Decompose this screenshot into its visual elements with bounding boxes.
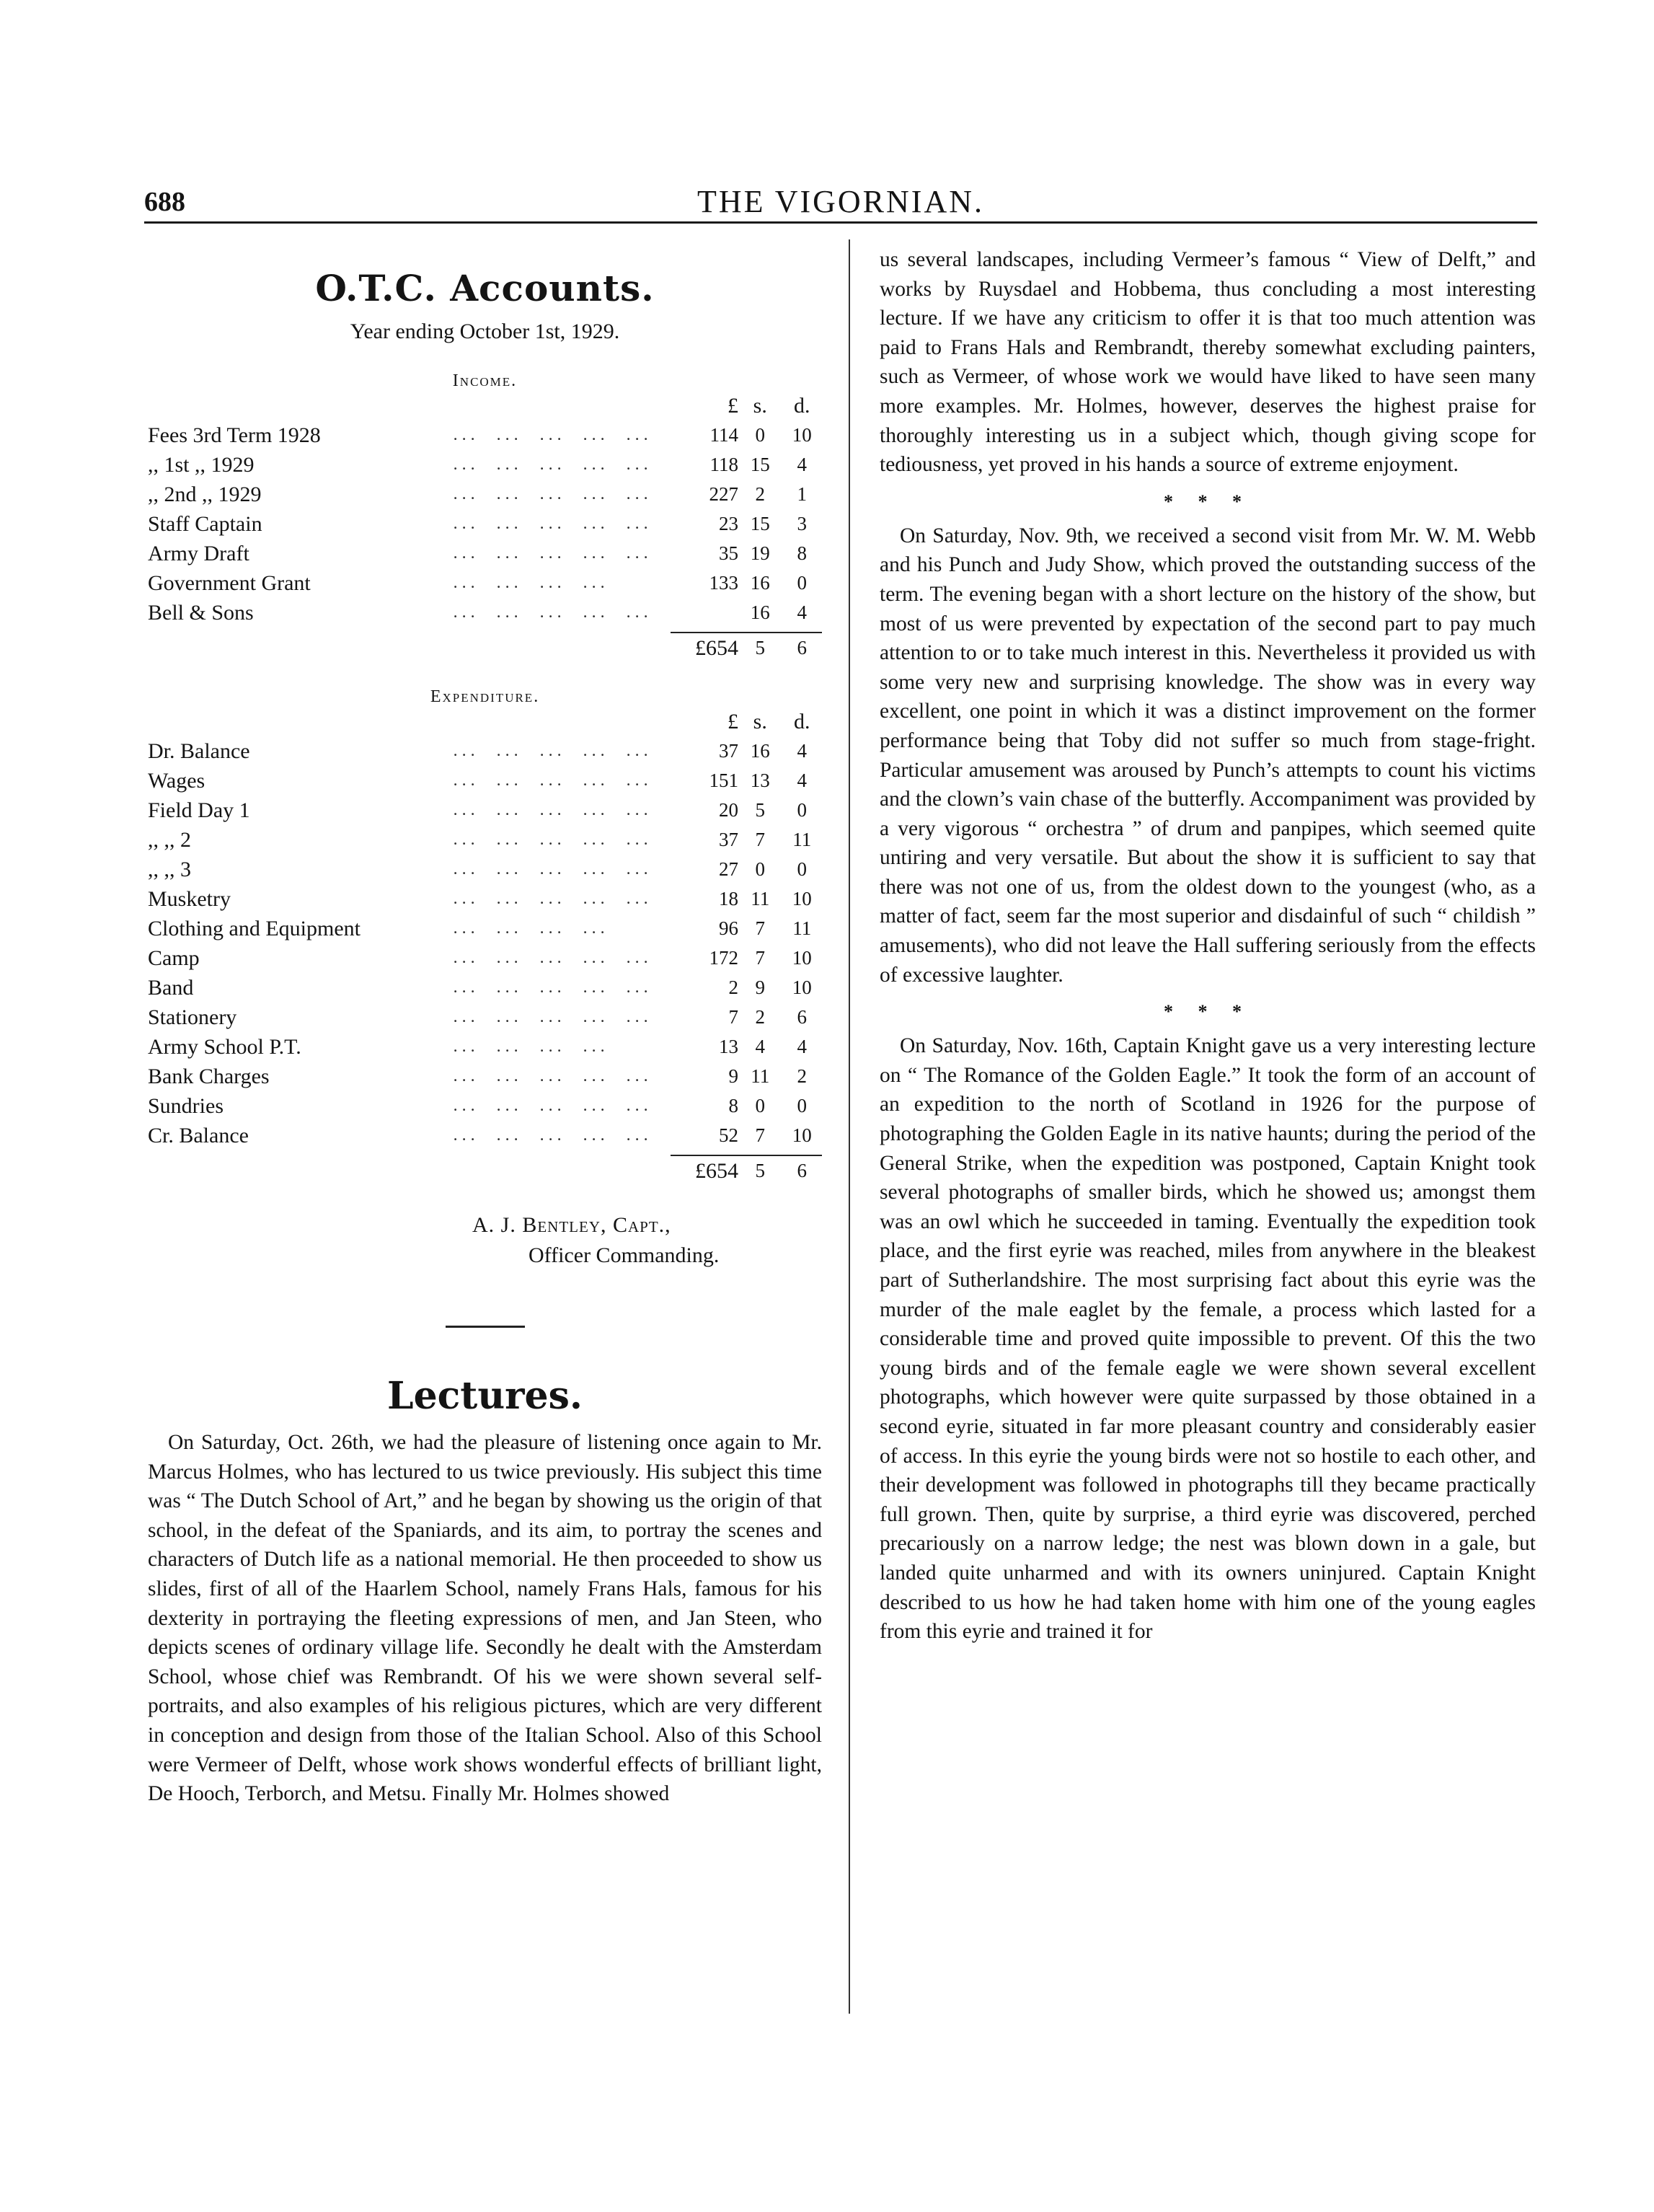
leader-dots: ... ... ... ... ... bbox=[453, 426, 653, 444]
row-pounds: 23 bbox=[718, 513, 738, 534]
table-row bbox=[148, 943, 822, 973]
row-pence: 4 bbox=[797, 770, 807, 791]
row-shillings: 9 bbox=[755, 977, 765, 998]
leader-dots: ... ... ... ... ... bbox=[453, 978, 653, 997]
row-pounds: 7 bbox=[728, 1006, 738, 1028]
signature-block bbox=[472, 1210, 822, 1271]
row-pence: 4 bbox=[797, 1036, 807, 1057]
row-shillings: 16 bbox=[750, 740, 770, 762]
leader-dots: ... ... ... ... ... bbox=[453, 860, 653, 878]
row-item: ,, 2nd ,, 1929 bbox=[148, 482, 262, 506]
leader-dots: ... ... ... ... ... bbox=[453, 603, 653, 622]
page-number: 688 bbox=[144, 187, 185, 217]
leader-dots: ... ... ... ... ... bbox=[453, 741, 653, 760]
signature-role: Officer Commanding. bbox=[529, 1243, 720, 1267]
leader-dots: ... ... ... ... bbox=[453, 919, 609, 938]
row-pounds: 37 bbox=[718, 740, 738, 762]
row-pence: 10 bbox=[792, 888, 812, 909]
expenditure-heading: Expenditure. bbox=[430, 687, 540, 706]
income-currency-header bbox=[148, 391, 822, 420]
leader-dots: ... ... ... ... bbox=[453, 1037, 609, 1056]
right-column bbox=[880, 245, 1536, 1647]
row-shillings: 5 bbox=[755, 799, 765, 821]
row-pounds: 151 bbox=[709, 770, 738, 791]
row-pounds: 133 bbox=[709, 572, 738, 594]
row-item: ,, ,, 3 bbox=[148, 857, 191, 881]
row-pence: 0 bbox=[797, 799, 807, 821]
leader-dots: ... ... ... ... ... bbox=[453, 948, 653, 967]
income-table bbox=[148, 391, 822, 627]
pounds-header: £ bbox=[727, 393, 738, 418]
table-row bbox=[148, 914, 822, 943]
leader-dots: ... ... ... ... ... bbox=[453, 801, 653, 819]
accounts-heading: O.T.C. Accounts. bbox=[315, 267, 655, 309]
row-item: Wages bbox=[148, 768, 205, 793]
row-pence: 1 bbox=[797, 483, 807, 505]
leader-dots: ... ... ... ... ... bbox=[453, 485, 653, 503]
table-row bbox=[148, 450, 822, 480]
leader-dots: ... ... ... ... ... bbox=[453, 771, 653, 790]
table-row bbox=[148, 825, 822, 855]
row-item: Stationery bbox=[148, 1005, 237, 1029]
row-pounds: 37 bbox=[718, 829, 738, 850]
row-shillings: 11 bbox=[751, 888, 770, 909]
row-pence: 10 bbox=[792, 424, 812, 446]
row-item: ,, 1st ,, 1929 bbox=[148, 452, 255, 477]
total-pence: 6 bbox=[797, 1160, 807, 1181]
pence-header: d. bbox=[794, 393, 810, 418]
row-pence: 0 bbox=[797, 572, 807, 594]
table-row bbox=[148, 884, 822, 914]
leader-dots: ... ... ... ... bbox=[453, 573, 609, 592]
row-pence: 11 bbox=[792, 917, 812, 939]
table-row bbox=[148, 1091, 822, 1121]
row-shillings: 0 bbox=[755, 858, 765, 880]
table-row bbox=[148, 598, 822, 627]
table-row bbox=[148, 539, 822, 568]
header-rule bbox=[144, 221, 1537, 224]
leader-dots: ... ... ... ... ... bbox=[453, 455, 653, 474]
row-pence: 4 bbox=[797, 602, 807, 623]
row-pounds: 96 bbox=[718, 917, 738, 939]
expenditure-table bbox=[148, 707, 822, 1150]
row-pounds: 18 bbox=[718, 888, 738, 909]
row-pence: 2 bbox=[797, 1065, 807, 1087]
row-pounds: 20 bbox=[718, 799, 738, 821]
table-row bbox=[148, 973, 822, 1003]
section-divider bbox=[446, 1326, 525, 1328]
row-item: Staff Captain bbox=[148, 511, 262, 536]
table-row bbox=[148, 1003, 822, 1032]
accounts-subtitle: Year ending October 1st, 1929. bbox=[350, 320, 620, 343]
row-pence: 4 bbox=[797, 740, 807, 762]
row-item: Clothing and Equipment bbox=[148, 916, 361, 940]
running-header bbox=[144, 186, 1537, 222]
leader-dots: ... ... ... ... ... bbox=[453, 1067, 653, 1085]
signature-name: A. J. Bentley, Capt., bbox=[472, 1213, 671, 1237]
row-pounds: 9 bbox=[728, 1065, 738, 1087]
table-row bbox=[148, 509, 822, 539]
row-pence: 11 bbox=[792, 829, 812, 850]
income-heading: Income. bbox=[452, 371, 518, 390]
table-row bbox=[148, 1062, 822, 1091]
row-shillings: 13 bbox=[750, 770, 770, 791]
row-item: Government Grant bbox=[148, 570, 311, 595]
leader-dots: ... ... ... ... ... bbox=[453, 514, 653, 533]
leader-dots: ... ... ... ... ... bbox=[453, 1126, 653, 1145]
row-pounds: 8 bbox=[728, 1095, 738, 1116]
row-pence: 8 bbox=[797, 542, 807, 564]
row-shillings: 11 bbox=[751, 1065, 770, 1087]
lecture-paragraph-3: On Saturday, Nov. 16th, Captain Knight gave us a very interesting lecture on “ The Romance of the Golden Eagle.” It took the form of an account of an expedition to the north of Scotland in 1926 for the purpose of photographing the Golden Eagle in its native haunts; during the period of the General Strike, when the expedition was postponed, Captain Knight took several photographs of smaller birds, which he showed us; amongst them was an owl which he succeeded in taming. Eventually the expedition took place, and the first eyrie was reached, miles from anywhere in the bleakest part of Sutherlandshire. The most surprising fact about this eyrie was the murder of the male eaglet by the female, a process which lasted for a considerable time and proved quite impossible to prevent. Of this the two young birds and of the female eagle we were shown several excellent photographs, which however were quite surpassed by those obtained in a second eyrie, situated in far more pleasant country and considerably easier of access. In this eyrie the young birds were not so hostile to each other, and their development was followed in photographs till they became practically full grown. Then, quite by surprise, a third eyrie was discovered, perched precariously on a narrow ledge; the nest was blown down in a gale, but landed quite unharmed and with its owners uninjured. Captain Knight described to us how he had taken home with him one of the young eagles from this eyrie and trained it for bbox=[880, 1034, 1536, 1644]
shillings-header: s. bbox=[753, 393, 767, 418]
row-pounds: 227 bbox=[709, 483, 738, 505]
row-pence: 10 bbox=[792, 947, 812, 969]
row-shillings: 7 bbox=[755, 947, 765, 969]
left-column bbox=[148, 245, 822, 1809]
row-shillings: 19 bbox=[750, 542, 770, 564]
row-pounds: 172 bbox=[709, 947, 738, 969]
lecture-paragraph-1-continued: us several landscapes, including Vermeer’s famous “ View of Delft,” and works by Ruysdael and Hobbema, thus concluding a most interesting lecture. If we have any criticism to offer it is that too much attention was paid to Frans Hals and Rembrandt, thereby somewhat excluding painters, such as Vermeer, of whose work we would have liked to have seen many more examples. Mr. Holmes, however, deserves the highest praise for thoroughly interesting us in a subject which, though giving scope for tediousness, yet proved in his hands a source of extreme enjoyment. bbox=[880, 248, 1536, 477]
income-total bbox=[148, 633, 822, 663]
total-row bbox=[148, 1156, 822, 1186]
running-title: THE VIGORNIAN. bbox=[696, 184, 985, 219]
row-shillings: 16 bbox=[750, 572, 770, 594]
row-item: Fees 3rd Term 1928 bbox=[148, 423, 321, 447]
lecture-paragraph-2: On Saturday, Nov. 9th, we received a second visit from Mr. W. M. Webb and his Punch and Judy Show, which proved the outstanding success of the term. The evening began with a short lecture on the history of the show, but most of us were prevented by expectation of the second part to pay much attention to or to take much interest in this. Nevertheless it provided us with some very new and surprising knowledge. The show was in every way excellent, one point in which it was a distinct improvement on the former performance being that Toby did not suffer so much from stage-fright. Particular amusement was aroused by Punch’s attempts to count his victims and the clown’s vain chase of the butterfly. Accompaniment was provided by a very vigorous “ orchestra ” of drum and panpipes, which seemed quite untiring and very versatile. But about the show it is sufficient to say that there was not one of us, from the oldest down to the youngest (who, as a matter of fact, seem far the most superior and disdainful of such “ childish ” amusements), who did not leave the Hall suffering seriously from the effects of excessive laughter. bbox=[880, 524, 1536, 987]
row-item: Army Draft bbox=[148, 541, 249, 565]
total-shillings: 5 bbox=[755, 637, 765, 658]
leader-dots: ... ... ... ... ... bbox=[453, 1008, 653, 1026]
lectures-heading: Lectures. bbox=[387, 1374, 583, 1418]
row-pounds: 35 bbox=[718, 542, 738, 564]
table-row bbox=[148, 796, 822, 825]
row-shillings: 7 bbox=[755, 1124, 765, 1146]
row-shillings: 2 bbox=[755, 1006, 765, 1028]
row-item: ,, ,, 2 bbox=[148, 827, 191, 852]
separator-stars: * * * bbox=[1164, 490, 1252, 512]
row-item: Bell & Sons bbox=[148, 600, 254, 625]
leader-dots: ... ... ... ... ... bbox=[453, 544, 653, 563]
row-pence: 3 bbox=[797, 513, 807, 534]
row-shillings: 15 bbox=[750, 454, 770, 475]
separator-stars: * * * bbox=[1164, 1001, 1252, 1023]
table-row bbox=[148, 736, 822, 766]
leader-dots: ... ... ... ... ... bbox=[453, 889, 653, 908]
table-row bbox=[148, 1032, 822, 1062]
column-divider bbox=[849, 239, 850, 2014]
row-item: Musketry bbox=[148, 886, 231, 911]
row-shillings: 0 bbox=[755, 1095, 765, 1116]
row-shillings: 7 bbox=[755, 829, 765, 850]
total-shillings: 5 bbox=[755, 1160, 765, 1181]
expenditure-total bbox=[148, 1156, 822, 1186]
row-pence: 10 bbox=[792, 1124, 812, 1146]
row-pounds: 118 bbox=[709, 454, 738, 475]
row-pence: 0 bbox=[797, 858, 807, 880]
leader-dots: ... ... ... ... ... bbox=[453, 1096, 653, 1115]
row-item: Army School P.T. bbox=[148, 1034, 301, 1059]
row-pounds bbox=[678, 598, 738, 627]
pounds-header: £ bbox=[727, 709, 738, 733]
row-shillings: 15 bbox=[750, 513, 770, 534]
row-shillings: 4 bbox=[755, 1036, 765, 1057]
row-item: Sundries bbox=[148, 1093, 224, 1118]
total-pence: 6 bbox=[797, 637, 807, 658]
row-pounds: 52 bbox=[718, 1124, 738, 1146]
table-row bbox=[148, 568, 822, 598]
expenditure-currency-header bbox=[148, 707, 822, 736]
row-pounds: 13 bbox=[718, 1036, 738, 1057]
row-item: Camp bbox=[148, 946, 200, 970]
row-pence: 10 bbox=[792, 977, 812, 998]
row-shillings: 2 bbox=[755, 483, 765, 505]
leader-dots: ... ... ... ... ... bbox=[453, 830, 653, 849]
row-pence: 4 bbox=[797, 454, 807, 475]
row-item: Cr. Balance bbox=[148, 1123, 249, 1147]
table-row bbox=[148, 480, 822, 509]
table-row bbox=[148, 1121, 822, 1150]
row-shillings: 7 bbox=[755, 917, 765, 939]
shillings-header: s. bbox=[753, 709, 767, 733]
row-shillings: 16 bbox=[750, 602, 770, 623]
row-pence: 0 bbox=[797, 1095, 807, 1116]
total-pounds: £654 bbox=[694, 1158, 738, 1183]
table-row bbox=[148, 855, 822, 884]
row-pence: 6 bbox=[797, 1006, 807, 1028]
pence-header: d. bbox=[794, 709, 810, 733]
row-item: Band bbox=[148, 975, 194, 1000]
row-pounds: 114 bbox=[709, 424, 738, 446]
row-item: Field Day 1 bbox=[148, 798, 250, 822]
row-item: Bank Charges bbox=[148, 1064, 270, 1088]
row-item: Dr. Balance bbox=[148, 739, 250, 763]
row-shillings: 0 bbox=[755, 424, 765, 446]
table-row bbox=[148, 766, 822, 796]
total-pounds: £654 bbox=[694, 635, 738, 660]
row-pounds: 27 bbox=[718, 858, 738, 880]
total-row bbox=[148, 633, 822, 663]
lecture-paragraph-1: On Saturday, Oct. 26th, we had the pleasure of listening once again to Mr. Marcus Holmes, who has lectured to us twice previously. His subject this time was “ The Dutch School of Art,” and he began by showing us the origin of that school, in the defeat of the Spaniards, and its aim, to portray the scenes and characters of Dutch life as a national memorial. He then proceeded to show us slides, first of all of the Haarlem School, namely Frans Hals, famous for his dexterity in portraying the fleeting expressions of men, and Jan Steen, who depicts scenes of ordinary village life. Secondly he dealt with the Amsterdam School, whose chief was Rembrandt. Of his we were shown several self-portraits, and also examples of his religious pictures, which are very different in conception and design from those of the Italian School. Also of this School were Vermeer of Delft, whose work shows wonderful effects of brilliant light, De Hooch, Terborch, and Metsu. Finally Mr. Holmes showed bbox=[148, 1431, 822, 1806]
table-row bbox=[148, 420, 822, 450]
row-pounds: 2 bbox=[728, 977, 738, 998]
